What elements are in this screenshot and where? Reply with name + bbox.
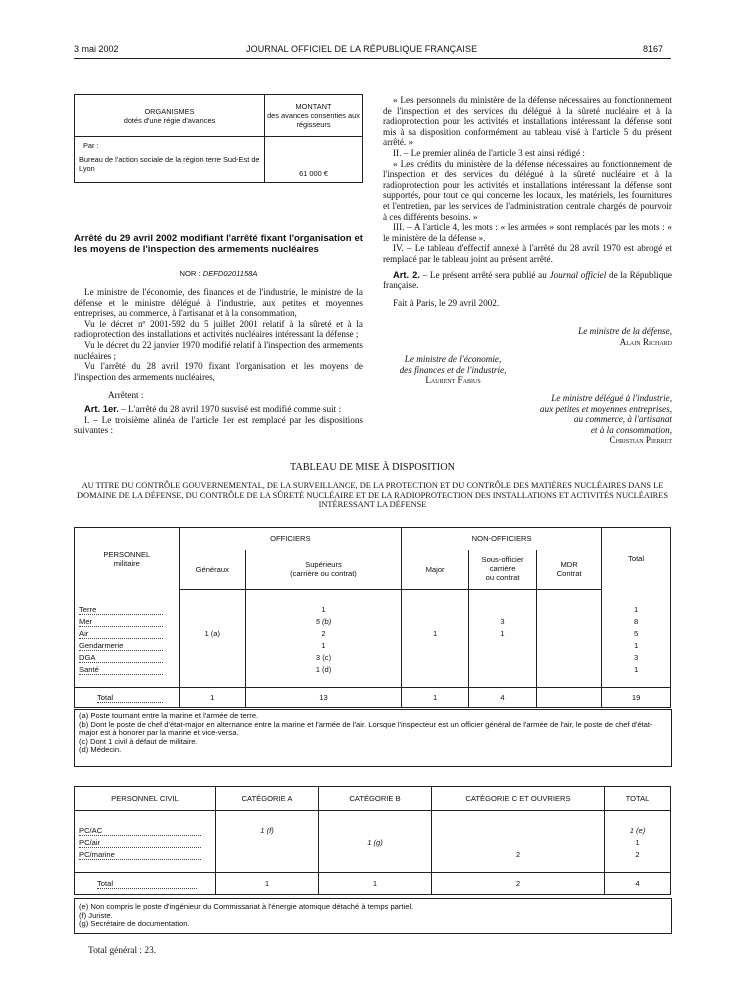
civ-row-label: PC/AC (79, 826, 201, 836)
total-generaux: 1 (179, 688, 245, 708)
superieurs-cell: 5 (b) (245, 616, 401, 628)
sig3-title4: et à la consommation, (590, 424, 672, 435)
civ-total-b: 1 (319, 873, 432, 895)
fait-a-paris: Fait à Paris, le 29 avril 2002. (393, 297, 500, 308)
regie-col1-title: ORGANISMES (144, 106, 195, 116)
regie-col2-title: MONTANT (295, 102, 332, 111)
quote-1: « Les personnels du ministère de la défense nécessaires au fonctionnement de l'inspection et des services du délégué à la sûreté nucléaire et à la radioprotection pour les activités et installations intéressant la défense sont mis à sa disposition conformément au tableau visé à l'article 5 du présent arrêté. » (383, 95, 672, 148)
civ-h-cat-a: CATÉGORIE A (216, 787, 319, 811)
superieurs-cell: 1 (d) (245, 664, 401, 676)
civ-h-cat-b: CATÉGORIE B (319, 787, 432, 811)
regie-row-value: 61 000 € (265, 137, 363, 183)
art2-text-b: de la République française. (383, 269, 672, 291)
h-sousoff-3: ou contrat (485, 572, 520, 582)
regie-row-label: Bureau de l'action sociale de la région terre Sud-Est de Lyon (79, 154, 260, 174)
total-label: Total (97, 693, 163, 703)
art1-I: I. – Le troisième alinéa de l'article 1er est remplacé par les dispositions suivantes : (74, 414, 363, 436)
nor-label: NOR : (179, 269, 203, 278)
header-journal: JOURNAL OFFICIEL DE LA RÉPUBLIQUE FRANÇAISE (246, 44, 478, 54)
civil-table (74, 786, 671, 895)
arrete-para-4: Vu l'arrêté du 28 avril 1970 fixant l'organisation et les moyens de l'inspection des armements nucléaires, (74, 361, 363, 382)
sig3-title3: au commerce, à l'artisanat (573, 414, 672, 425)
tableau-subtitle: AU TITRE DU CONTRÔLE GOUVERNEMENTAL, DE LA SURVEILLANCE, DE LA PROTECTION ET DU CONTRÔLE DES MATIÈRES NUCLÉAIRES DANS LE DOMAINE DE LA DÉFENSE, DU CONTRÔLE DE LA SÛRETÉ NUCLÉAIRE ET DE LA RADIOPROTECTION DES INSTALLATIONS ET ACTIVITÉS NUCLÉAIRES INTÉRESSANT LA DÉFENSE (76, 481, 669, 510)
civ-row-label: PC/marine (79, 850, 201, 860)
total-major: 1 (402, 688, 469, 708)
civ-total-c: 2 (432, 873, 605, 895)
total-total: 19 (602, 688, 671, 708)
art2-journal: Journal officiel (549, 269, 607, 280)
total-cell: 3 (602, 652, 671, 664)
quote-2: « Les crédits du ministère de la défense nécessaires au fonctionnement de l'inspection et des services du délégué à la sûreté nucléaire et à la radioprotection pour les activités et installations intéressant la défense sont supportés, pour tout ce qui concerne les locaux, les matériels, les fournitures et l'entretien, par les services de l'administration centrale chargés de pourvoir à ces différents besoins. » (383, 158, 672, 222)
note-a: (a) Poste tournant entre la marine et l'armée de terre. (79, 711, 259, 720)
sig1-title: Le ministre de la défense, (578, 326, 672, 336)
arrete-title: Arrêté du 29 avril 2002 modifiant l'arrêté fixant l'organisation et les moyens de l'inspection des armements nucléaires (74, 233, 363, 255)
row-label: Santé (79, 665, 163, 675)
h-nonofficiers: NON-OFFICIERS (402, 528, 602, 550)
h-militaire: militaire (113, 558, 140, 568)
signature-industrie (480, 393, 672, 446)
sousoff-cell: 3 (469, 616, 537, 628)
sig2-name: Laurent Fabius (425, 375, 481, 386)
row-label: Gendarmerie (79, 641, 163, 651)
total-sousoff: 4 (469, 688, 537, 708)
note-b: (b) Dont le poste de chef d'état-major en alternance entre la marine et l'armée de l'air. Lorsque l'inspecteur est un officier général de l'armée de l'air, le poste de chef d'état-major est à honorer par la marine et vice-versa. (79, 719, 653, 738)
art1-text: – L'arrêté du 28 avril 1970 susvisé est modifié comme suit : (118, 403, 342, 414)
h-generaux: Généraux (179, 550, 245, 590)
superieurs-cell: 2 (245, 628, 401, 640)
superieurs-cell: 1 (245, 604, 401, 616)
h-officiers: OFFICIERS (179, 528, 402, 550)
sousoff-cell: 1 (469, 628, 537, 640)
civ-total-a: 1 (216, 873, 319, 895)
sig1-name: Alain Richard (619, 336, 672, 347)
h-total: Total (602, 528, 671, 590)
cat-c-cell: 2 (432, 849, 605, 861)
note-c: (c) Dont 1 civil à défaut de militaire. (79, 736, 198, 746)
military-notes (74, 709, 672, 767)
superieurs-cell: 3 (c) (245, 652, 401, 664)
h-personnel: PERSONNEL (103, 549, 151, 559)
arretent: Arrêtent : (108, 390, 144, 401)
civ-h-cat-c: CATÉGORIE C ET OUVRIERS (432, 787, 605, 811)
note-d: (d) Médecin. (79, 745, 122, 755)
para-II: II. – Le premier alinéa de l'article 3 est ainsi rédigé : (393, 147, 585, 158)
total-superieurs: 13 (245, 688, 401, 708)
h-sousoff-2: carrière (489, 563, 516, 573)
civ-row-label: PC/air (79, 838, 201, 848)
signature-economie (383, 354, 523, 386)
arrete-para-3: Vu le décret du 22 janvier 1970 modifié relatif à l'inspection des armements nucléaires ; (74, 339, 363, 361)
total-cell: 8 (602, 616, 671, 628)
art2-text-a: – Le présent arrêté sera publié au (419, 269, 550, 280)
sig3-title1: Le ministre délégué à l'industrie, (551, 393, 672, 403)
civil-notes (74, 898, 672, 934)
civ-total-cell: 2 (605, 849, 671, 861)
total-cell: 1 (602, 604, 671, 616)
header-page: 8167 (643, 44, 664, 54)
sig2-title1: Le ministre de l'économie, (404, 354, 502, 364)
h-superieurs: Supérieurs (305, 560, 342, 570)
header-date: 3 mai 2002 (74, 44, 119, 54)
military-table (74, 527, 671, 708)
total-cell: 1 (602, 640, 671, 652)
h-major: Major (402, 550, 469, 590)
total-cell: 1 (602, 664, 671, 676)
art1-label: Art. 1er. (84, 402, 119, 414)
civ-total-total: 4 (605, 873, 671, 895)
para-IV: IV. – Le tableau d'effectif annexé à l'arrêté du 28 avril 1970 est abrogé et remplacé par le tableau joint au présent arrêté. (383, 243, 672, 264)
regie-table (74, 94, 363, 183)
superieurs-cell: 1 (245, 640, 401, 652)
note-f: (f) Juriste. (79, 910, 113, 920)
row-label: DGA (79, 653, 163, 663)
civ-total-label: Total (97, 879, 197, 889)
arrete-para-2: Vu le décret nº 2001-592 du 5 juillet 2001 relatif à la sûreté et à la radioprotection des installations et activités nucléaires intéressant la défense ; (74, 318, 363, 340)
note-g: (g) Secrétaire de documentation. (79, 919, 190, 929)
right-column (383, 95, 672, 308)
civ-total-cell: 1 (605, 837, 671, 849)
sig2-title2: des finances et de l'industrie, (399, 364, 507, 375)
arrete-body (74, 287, 363, 436)
arrete-para-1: Le ministre de l'économie, des finances et de l'industrie, le ministre de la défense et le ministre délégué à l'industrie, aux petites et moyennes entreprises, au commerce, à l'artisanat et à la consommation, (74, 287, 363, 319)
regie-col1-sub: dotés d'une régie d'avances (123, 115, 216, 125)
civ-h-personnel: PERSONNEL CIVIL (75, 787, 216, 811)
h-sousoff-1: Sous-officier (481, 555, 524, 565)
art2-label: Art. 2. (393, 268, 420, 280)
row-label: Air (79, 629, 163, 639)
h-mdr-1: MDR (560, 560, 578, 570)
row-label: Mer (79, 617, 163, 627)
h-superieurs-sub: (carrière ou contrat) (290, 569, 357, 579)
regie-col2-sub: des avances consenties aux régisseurs (267, 111, 360, 129)
row-label: Terre (79, 605, 163, 615)
note-e: (e) Non compris le poste d'ingénieur du Commissariat à l'énergie atomique détaché à temps partiel. (79, 902, 414, 911)
total-mdr (537, 688, 602, 708)
cat-a-cell: 1 (f) (216, 825, 319, 837)
sig3-name: Christian Pierret (609, 435, 672, 446)
major-cell: 1 (402, 628, 469, 640)
para-III: III. – A l'article 4, les mots : « les armées » sont remplacés par les mots : « le ministère de la défense ». (383, 222, 672, 243)
total-general: Total général : 23. (88, 946, 157, 956)
signature-defense (383, 326, 672, 347)
generaux-cell: 1 (a) (179, 628, 245, 640)
civ-total-cell: 1 (e) (605, 825, 671, 837)
civ-h-total: TOTAL (605, 787, 671, 811)
regie-par: Par : (83, 141, 99, 150)
total-cell: 5 (602, 628, 671, 640)
header-rule (74, 58, 671, 59)
h-mdr-2: Contrat (556, 569, 582, 579)
nor-code: DEFD0201158A (202, 269, 258, 278)
tableau-title: TABLEAU DE MISE À DISPOSITION (289, 462, 455, 473)
cat-b-cell: 1 (g) (319, 837, 432, 849)
sig3-title2: aux petites et moyennes entreprises, (539, 403, 672, 414)
nor-line (74, 269, 363, 278)
